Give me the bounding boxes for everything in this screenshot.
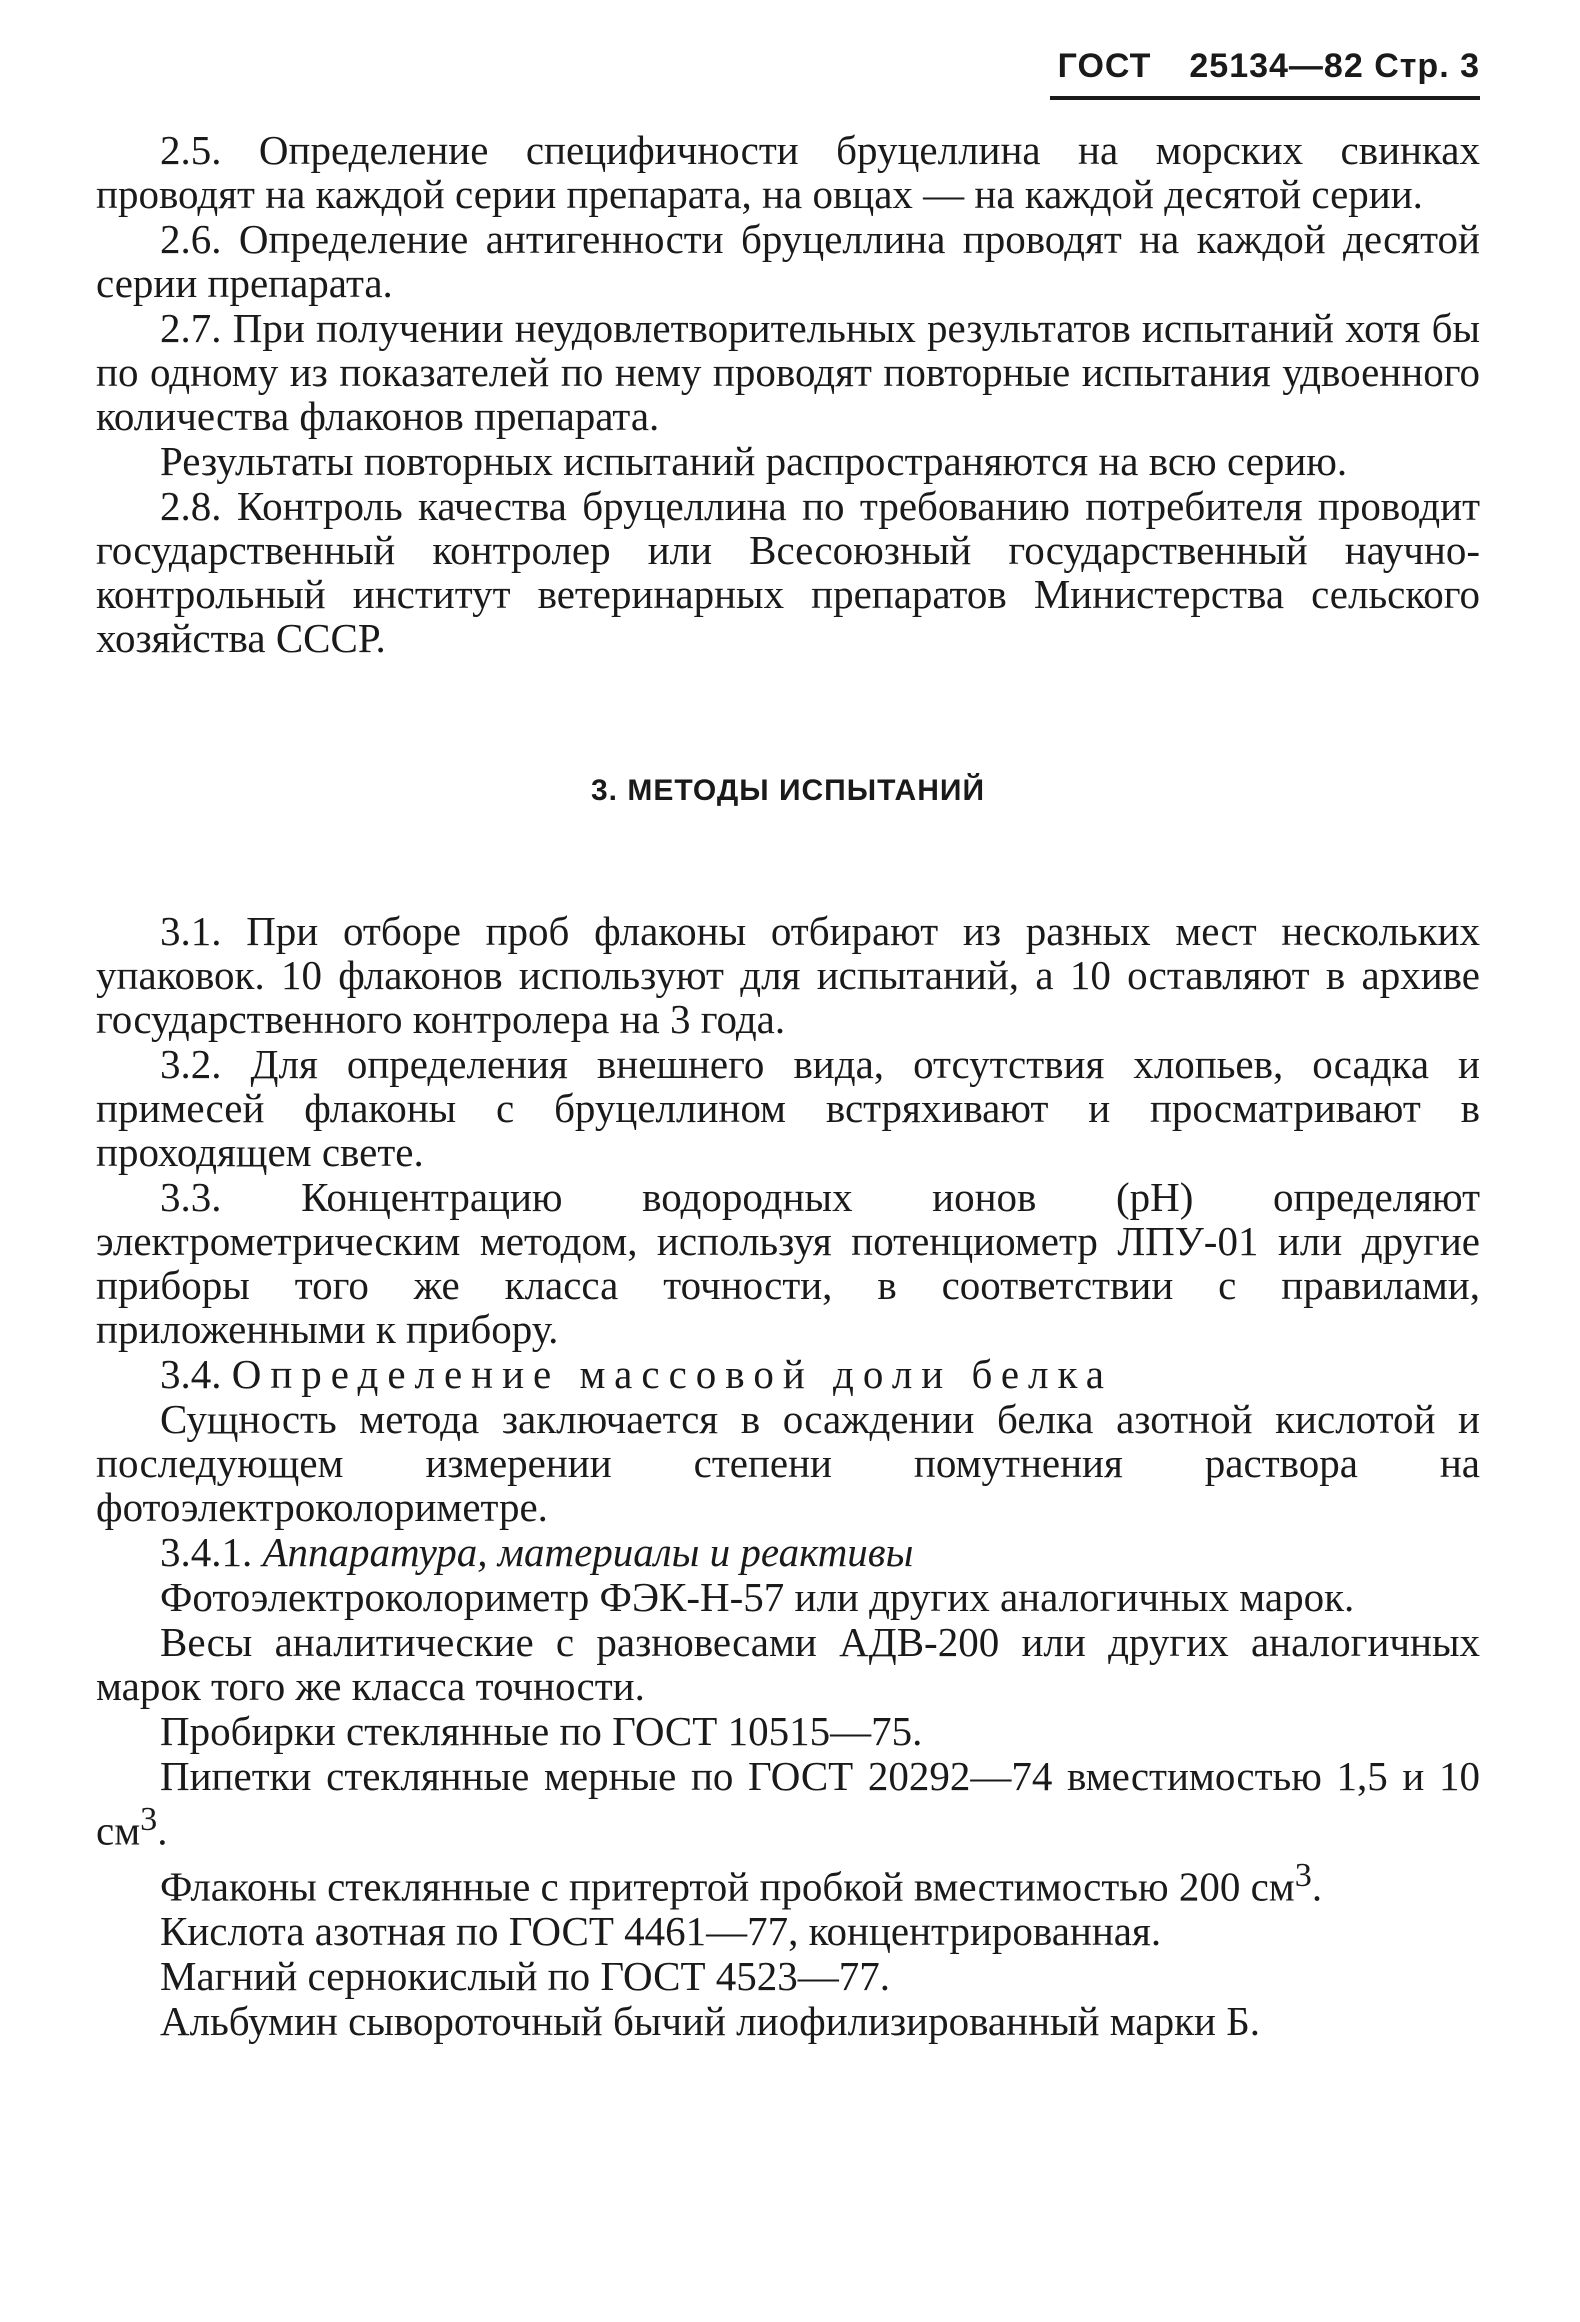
section-gap (96, 661, 1480, 769)
flasks-sup: 3 (1294, 1856, 1312, 1894)
pipettes-sup: 3 (140, 1801, 158, 1838)
flasks-text: Флаконы стеклянные с притертой пробкой вместимостью 200 см (160, 1863, 1295, 1910)
paragraph-2-8: 2.8. Контроль качества бруцеллина по требованию потребителя проводит государственный контролер или Всесоюзный государственный научно-контрольный институт ветеринарных препаратов Министерства сельского хозяйства СССР. (96, 483, 1480, 661)
pipettes-text: Пипетки стеклянные мерные по ГОСТ 20292—74 вместимостью 1,5 и 10 см (96, 1753, 1480, 1854)
apparatus-item-flasks (96, 1854, 1480, 1909)
apparatus-item: Фотоэлектроколориметр ФЭК-Н-57 или других аналогичных марок. (160, 1574, 1355, 1620)
page-number: Стр. 3 (1374, 47, 1480, 85)
reagent-item: Магний сернокислый по ГОСТ 4523—77. (160, 1953, 891, 2000)
method-essence: Сущность метода заключается в осаждении белка азотной кислотой и последующем измерении степени помутнения раствора на фотоэлектроколориметре. (96, 1396, 1480, 1530)
section-title: 3. МЕТОДЫ ИСПЫТАНИЙ (591, 774, 985, 807)
subsection-title: Определение массовой доли белка (231, 1351, 1113, 1397)
page-header (1020, 42, 1480, 90)
apparatus-item: Весы аналитические с разновесами АДВ-200 или других аналогичных марок того же класса точности. (96, 1619, 1480, 1709)
apparatus-number: 3.4.1. (160, 1529, 253, 1575)
subsection-3-4 (96, 1352, 1480, 1396)
apparatus-title: Аппаратура, материалы и реактивы (262, 1529, 914, 1575)
document-body (96, 128, 1480, 2044)
pipettes-end: . (157, 1807, 168, 1854)
subsection-number: 3.4. (160, 1351, 222, 1397)
paragraph-2-5: 2.5. Определение специфичности бруцеллина на морских свинках проводят на каждой серии препарата, на овцах — на каждой десятой серии. (96, 127, 1480, 217)
paragraph-3-3: 3.3. Концентрацию водородных ионов (pH) определяют электрометрическим методом, используя потенциометр ЛПУ-01 или другие приборы того же класса точности, в соответствии с правилами, приложенными к прибору. (96, 1174, 1480, 1352)
paragraph-2-6: 2.6. Определение антигенности бруцеллина проводят на каждой десятой серии препарата. (96, 216, 1480, 306)
apparatus-item: Пробирки стеклянные по ГОСТ 10515—75. (160, 1708, 923, 1754)
reagent-item: Кислота азотная по ГОСТ 4461—77, концентрированная. (160, 1908, 1162, 1955)
doc-label: ГОСТ (1057, 47, 1152, 85)
paragraph-2-7: 2.7. При получении неудовлетворительных результатов испытаний хотя бы по одному из показателей по нему проводят повторные испытания удвоенного количества флаконов препарата. (96, 305, 1480, 439)
paragraph-3-1: 3.1. При отборе проб флаконы отбирают из разных мест нескольких упаковок. 10 флаконов используют для испытаний, а 10 оставляют в архиве государственного контролера на 3 года. (96, 908, 1480, 1042)
doc-number: 25134—82 (1189, 47, 1364, 85)
apparatus-item-pipettes (96, 1754, 1480, 1853)
flasks-end: . (1311, 1863, 1323, 1910)
paragraph-2-7-results: Результаты повторных испытаний распространяются на всю серию. (160, 438, 1348, 484)
subsection-3-4-1 (96, 1530, 1480, 1574)
header-rule (1050, 96, 1480, 100)
reagent-item: Альбумин сывороточный бычий лиофилизированный марки Б. (160, 1998, 1261, 2045)
paragraph-3-2: 3.2. Для определения внешнего вида, отсутствия хлопьев, осадка и примесей флаконы с бруцеллином встряхивают и просматривают в проходящем свете. (96, 1041, 1480, 1175)
